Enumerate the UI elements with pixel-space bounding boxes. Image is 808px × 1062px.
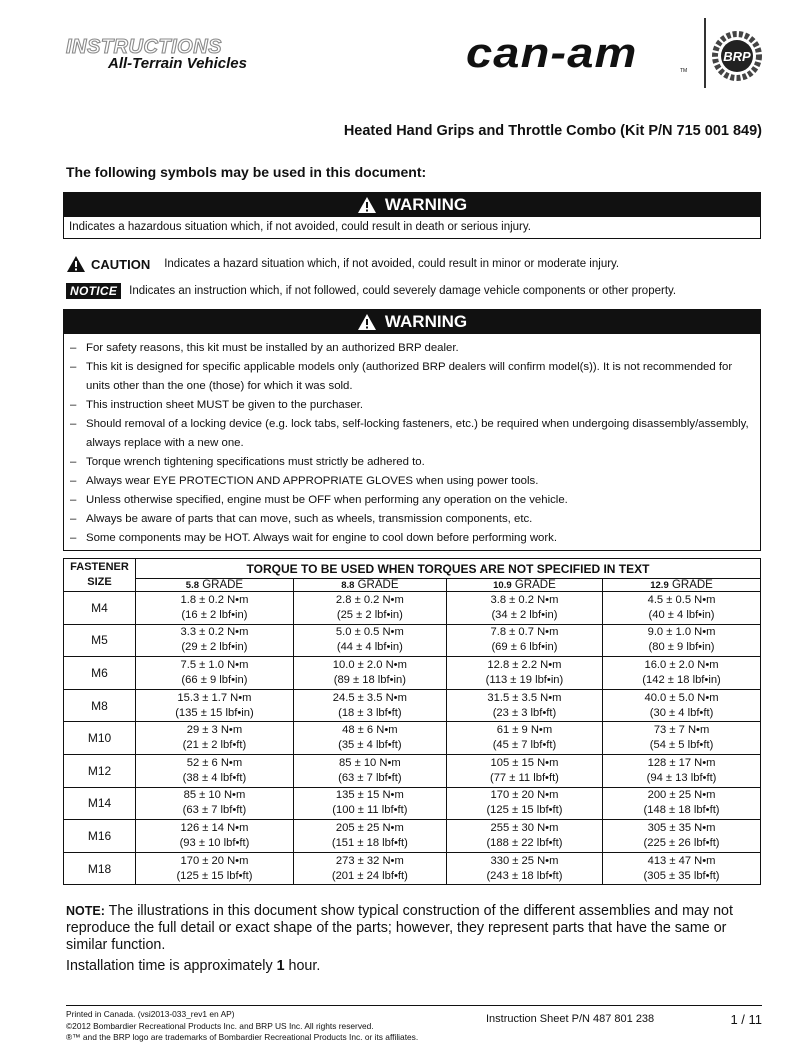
torque-value: 1.8 ± 0.2 N•m (16 ± 2 lbf•in) <box>136 592 294 625</box>
footer-copyright: ©2012 Bombardier Recreational Products Inc. and BRP US Inc. All rights reserved. <box>66 1020 374 1031</box>
torque-value: 7.5 ± 1.0 N•m (66 ± 9 lbf•in) <box>136 657 294 690</box>
fastener-size: M4 <box>64 592 136 625</box>
warning-item: – For safety reasons, this kit must be installed by an authorized BRP dealer. <box>69 339 754 358</box>
torque-row <box>64 787 761 820</box>
torque-value: 2.8 ± 0.2 N•m (25 ± 2 lbf•in) <box>293 592 446 625</box>
footer-trademarks: ®™ and the BRP logo are trademarks of Bombardier Recreational Products Inc. or its affiliates. <box>66 1032 419 1042</box>
page-number: 1 / 11 <box>730 1012 762 1027</box>
instruction-sheet-number: Instruction Sheet P/N 487 801 238 <box>486 1013 655 1025</box>
torque-value: 29 ± 3 N•m (21 ± 2 lbf•ft) <box>136 722 294 755</box>
torque-row <box>64 624 761 657</box>
document-title: Heated Hand Grips and Throttle Combo (Kit P/N 715 001 849) <box>343 123 762 139</box>
grade-header: 8.8 GRADE <box>293 579 446 592</box>
torque-value: 31.5 ± 3.5 N•m (23 ± 3 lbf•ft) <box>446 689 602 722</box>
torque-value: 3.3 ± 0.2 N•m (29 ± 2 lbf•in) <box>136 624 294 657</box>
warning-definition-box <box>63 192 761 239</box>
torque-value: 24.5 ± 3.5 N•m (18 ± 3 lbf•ft) <box>293 689 446 722</box>
warning-item: – Always wear EYE PROTECTION AND APPROPRIATE GLOVES when using power tools. <box>69 472 754 491</box>
torque-value: 61 ± 9 N•m (45 ± 7 lbf•ft) <box>446 722 602 755</box>
footer-printed: Printed in Canada. (vsi2013-033_rev1 en AP) <box>66 1009 235 1019</box>
grade-header: 12.9 GRADE <box>603 579 761 592</box>
header-instructions: INSTRUCTIONS <box>66 36 222 58</box>
torque-table-body <box>64 592 761 885</box>
fastener-size: M5 <box>64 624 136 657</box>
torque-row <box>64 852 761 885</box>
torque-value: 48 ± 6 N•m (35 ± 4 lbf•ft) <box>293 722 446 755</box>
footer-rule <box>66 1005 762 1006</box>
brand-logo: can-am <box>466 29 638 76</box>
torque-value: 5.0 ± 0.5 N•m (44 ± 4 lbf•in) <box>293 624 446 657</box>
fastener-size: M18 <box>64 852 136 885</box>
warning-item: – Always be aware of parts that can move, such as wheels, transmission components, etc. <box>69 510 754 529</box>
warning-item: – Unless otherwise specified, engine must be OFF when performing any operation on the vehicle. <box>69 491 754 510</box>
symbols-heading: The following symbols may be used in this document: <box>66 164 427 180</box>
caution-definition <box>66 255 619 273</box>
torque-value: 205 ± 25 N•m (151 ± 18 lbf•ft) <box>293 820 446 853</box>
footer-legal <box>66 1009 418 1044</box>
torque-row <box>64 754 761 787</box>
torque-row <box>64 820 761 853</box>
fastener-size: M14 <box>64 787 136 820</box>
brp-logo-text: BRP <box>723 49 751 64</box>
header-subtitle: All-Terrain Vehicles <box>108 55 247 72</box>
notice-definition <box>66 283 676 299</box>
torque-table <box>63 558 761 885</box>
note-text: The illustrations in this document show typical construction of the different assemblies and may not reproduce the full detail or exact shape of the parts; however, they represent parts that have the same or similar function. <box>66 903 733 953</box>
torque-value: 200 ± 25 N•m (148 ± 18 lbf•ft) <box>603 787 761 820</box>
fastener-size: M8 <box>64 689 136 722</box>
torque-value: 135 ± 15 N•m (100 ± 11 lbf•ft) <box>293 787 446 820</box>
torque-row <box>64 722 761 755</box>
torque-value: 128 ± 17 N•m (94 ± 13 lbf•ft) <box>603 754 761 787</box>
fastener-size: M16 <box>64 820 136 853</box>
fastener-size: M12 <box>64 754 136 787</box>
torque-value: 73 ± 7 N•m (54 ± 5 lbf•ft) <box>603 722 761 755</box>
torque-value: 85 ± 10 N•m (63 ± 7 lbf•ft) <box>293 754 446 787</box>
installation-time: Installation time is approximately 1 hour. <box>66 958 321 974</box>
torque-value: 4.5 ± 0.5 N•m (40 ± 4 lbf•in) <box>603 592 761 625</box>
warning-list-header <box>64 310 760 334</box>
torque-value: 9.0 ± 1.0 N•m (80 ± 9 lbf•in) <box>603 624 761 657</box>
torque-value: 170 ± 20 N•m (125 ± 15 lbf•ft) <box>136 852 294 885</box>
torque-row <box>64 689 761 722</box>
note-label: NOTE: <box>66 904 105 918</box>
torque-row <box>64 657 761 690</box>
brp-logo-icon <box>712 28 762 84</box>
warning-item: – Should removal of a locking device (e.g. lock tabs, self-locking fasteners, etc.) be required when undergoing disassembly/assembly, always replace with a new one. <box>69 415 754 453</box>
installation-hours: 1 <box>276 958 285 974</box>
warning-item: – Some components may be HOT. Always wait for engine to cool down before performing work. <box>69 529 754 548</box>
torque-row <box>64 592 761 625</box>
note-paragraph <box>66 903 762 954</box>
torque-value: 16.0 ± 2.0 N•m (142 ± 18 lbf•in) <box>603 657 761 690</box>
caution-triangle-icon <box>66 255 86 273</box>
grade-header: 10.9 GRADE <box>446 579 602 592</box>
notice-badge: NOTICE <box>66 283 121 299</box>
warning-item: – Torque wrench tightening specifications must strictly be adhered to. <box>69 453 754 472</box>
torque-value: 305 ± 35 N•m (225 ± 26 lbf•ft) <box>603 820 761 853</box>
warning-header <box>64 193 760 217</box>
torque-value: 7.8 ± 0.7 N•m (69 ± 6 lbf•in) <box>446 624 602 657</box>
warning-item: – This instruction sheet MUST be given to the purchaser. <box>69 396 754 415</box>
fastener-size-header: FASTENER SIZE <box>64 559 136 592</box>
warning-triangle-icon <box>357 313 377 331</box>
torque-value: 105 ± 15 N•m (77 ± 11 lbf•ft) <box>446 754 602 787</box>
warning-definition-text: Indicates a hazardous situation which, if not avoided, could result in death or serious injury. <box>69 221 531 233</box>
torque-value: 330 ± 25 N•m (243 ± 18 lbf•ft) <box>446 852 602 885</box>
torque-value: 10.0 ± 2.0 N•m (89 ± 18 lbf•in) <box>293 657 446 690</box>
torque-value: 126 ± 14 N•m (93 ± 10 lbf•ft) <box>136 820 294 853</box>
logo-separator <box>704 18 706 88</box>
fastener-size: M6 <box>64 657 136 690</box>
grade-header: 5.8 GRADE <box>136 579 294 592</box>
warning-list-box <box>63 309 761 551</box>
warning-list <box>64 334 760 550</box>
torque-value: 52 ± 6 N•m (38 ± 4 lbf•ft) <box>136 754 294 787</box>
torque-value: 3.8 ± 0.2 N•m (34 ± 2 lbf•in) <box>446 592 602 625</box>
torque-value: 273 ± 32 N•m (201 ± 24 lbf•ft) <box>293 852 446 885</box>
torque-main-header: TORQUE TO BE USED WHEN TORQUES ARE NOT SPECIFIED IN TEXT <box>136 559 761 579</box>
torque-value: 170 ± 20 N•m (125 ± 15 lbf•ft) <box>446 787 602 820</box>
warning-triangle-icon <box>357 196 377 214</box>
caution-text: Indicates a hazard situation which, if not avoided, could result in minor or moderate injury. <box>164 258 620 270</box>
fastener-size: M10 <box>64 722 136 755</box>
trademark-mark: TM <box>680 68 688 74</box>
warning-list-label: WARNING <box>384 312 468 331</box>
warning-item: – This kit is designed for specific applicable models only (authorized BRP dealers will confirm model(s)). It is not recommended for units other than the one (those) for which it was sold. <box>69 358 754 396</box>
notice-text: Indicates an instruction which, if not followed, could severely damage vehicle components or other property. <box>129 285 677 297</box>
torque-value: 15.3 ± 1.7 N•m (135 ± 15 lbf•in) <box>136 689 294 722</box>
torque-value: 413 ± 47 N•m (305 ± 35 lbf•ft) <box>603 852 761 885</box>
caution-label: CAUTION <box>91 256 151 272</box>
torque-value: 85 ± 10 N•m (63 ± 7 lbf•ft) <box>136 787 294 820</box>
warning-label: WARNING <box>384 195 468 214</box>
torque-value: 12.8 ± 2.2 N•m (113 ± 19 lbf•in) <box>446 657 602 690</box>
torque-value: 40.0 ± 5.0 N•m (30 ± 4 lbf•ft) <box>603 689 761 722</box>
torque-value: 255 ± 30 N•m (188 ± 22 lbf•ft) <box>446 820 602 853</box>
